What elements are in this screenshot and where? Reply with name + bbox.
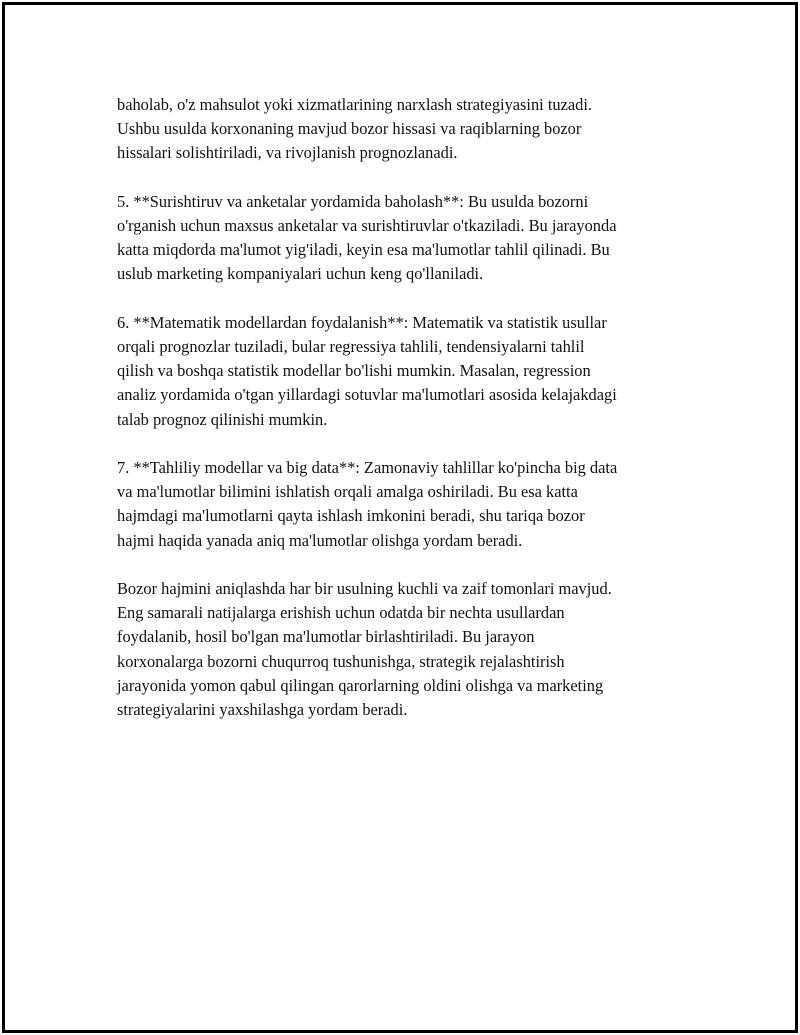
text-line: katta miqdorda ma'lumot yig'iladi, keyin esa ma'lumotlar tahlil qilinadi. Bu [117, 240, 610, 260]
text-line: hissalari solishtiriladi, va rivojlanish prognozlanadi. [117, 143, 458, 163]
text-line: hajmdagi ma'lumotlarni qayta ishlash imkonini beradi, shu tariqa bozor [117, 506, 585, 526]
text-line: o'rganish uchun maxsus anketalar va surishtiruvlar o'tkaziladi. Bu jarayonda [117, 216, 617, 235]
document-body [117, 93, 692, 746]
paragraph-intro-continuation [117, 93, 692, 166]
paragraph-item-7 [117, 456, 692, 553]
text-line: strategiyalarini yaxshilashga yordam beradi. [117, 700, 408, 720]
text-line: korxonalarga bozorni chuqurroq tushunishga, strategik rejalashtirish [117, 651, 565, 671]
text-line: Eng samarali natijalarga erishish uchun odatda bir nechta usullardan [117, 603, 565, 623]
text-line: jarayonida yomon qabul qilingan qarorlarning oldini olishga va marketing [117, 675, 604, 695]
text-line: baholab, o'z mahsulot yoki xizmatlarining narxlash strategiyasini tuzadi. [117, 95, 592, 114]
text-line: Ushbu usulda korxonaning mavjud bozor hissasi va raqiblarning bozor [117, 119, 582, 139]
paragraph-item-6 [117, 311, 692, 432]
text-line: hajmi haqida yanada aniq ma'lumotlar olishga yordam beradi. [117, 530, 523, 550]
text-line: 7. **Tahliliy modellar va big data**: Zamonaviy tahlillar ko'pincha big data [117, 458, 618, 477]
text-line: uslub marketing kompaniyalari uchun keng qo'llaniladi. [117, 264, 484, 284]
text-line: Bozor hajmini aniqlashda har bir usulning kuchli va zaif tomonlari mavjud. [117, 579, 612, 598]
text-line: va ma'lumotlar bilimini ishlatish orqali amalga oshiriladi. Bu esa katta [117, 482, 578, 502]
paragraph-item-5 [117, 190, 692, 287]
text-line: analiz yordamida o'tgan yillardagi sotuvlar ma'lumotlari asosida kelajakdagi [117, 385, 617, 405]
text-line: 5. **Surishtiruv va anketalar yordamida baholash**: Bu usulda bozorni [117, 191, 589, 211]
text-line: talab prognoz qilinishi mumkin. [117, 409, 328, 429]
text-line: qilish va boshqa statistik modellar bo'lishi mumkin. Masalan, regression [117, 361, 591, 381]
text-line: foydalanib, hosil bo'lgan ma'lumotlar birlashtiriladi. Bu jarayon [117, 627, 535, 647]
text-line: 6. **Matematik modellardan foydalanish**: Matematik va statistik usullar [117, 312, 607, 332]
paragraph-conclusion [117, 577, 692, 722]
text-line: orqali prognozlar tuziladi, bular regressiya tahlili, tendensiyalarni tahlil [117, 337, 585, 356]
